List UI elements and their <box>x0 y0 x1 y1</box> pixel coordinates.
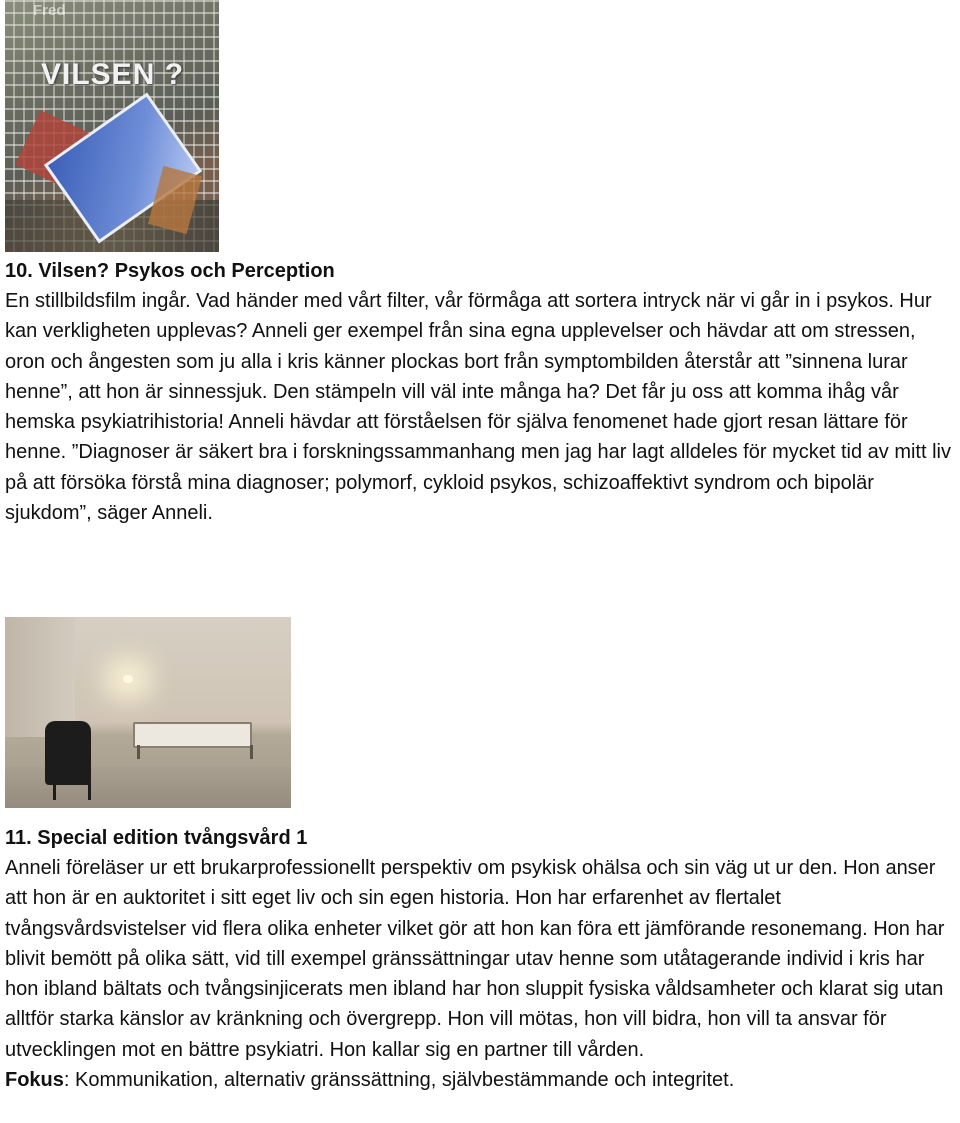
lamp-icon <box>123 675 133 683</box>
artwork-logo: Fred <box>33 2 66 19</box>
vilsen-artwork-image <box>5 0 219 252</box>
section-body: Anneli föreläser ur ett brukarprofessionellt perspektiv om psykisk ohälsa och sin väg ut ur den. Hon anser att hon är en auktoritet i sitt eget liv och sin egen historia. Hon har erfarenhet av flertalet tvångsvårdsvistelser vid flera olika enheter vilket gör att hon kan föra ett jämförande resonemang. Hon har blivit bemött på olika sätt, vid till exempel gränssättningar utav henne som utåtagerande individ i kris har hon ibland bältats och tvångsinjicerats men ibland har hon sluppit fysiska våldsamheter och klarat sig utan alltför starka känslor av kränkning och övergrepp. Hon vill mötas, hon vill bidra, hon vill ta ansvar för utvecklingen mot en bättre psykiatri. Hon kallar sig en partner till vården. <box>5 857 945 1061</box>
artwork-caption: VILSEN ? <box>41 58 185 91</box>
section-body: En stillbildsfilm ingår. Vad händer med vårt filter, vår förmåga att sortera intryck när vi går in i psykos. Hur kan verkligheten upplevas? Anneli ger exempel från sina egna upplevelser och hävdar att om stressen, oron och ångesten som ju alla i kris känner plockas bort från symptombilden återstår att ”sinnena lurar henne”, att hon är sinnessjuk. Den stämpeln vill väl inte många ha? Det får ju oss att komma ihåg vår hemska psykiatrihistoria! Anneli hävdar att förståelsen för själva fenomenet hade gjort resan lättare för henne. ”Diagnoser är säkert bra i forskningssammanhang men jag har lagt alldeles för mycket tid av mitt liv på att försöka förstå mina diagnoser; polymorf, cykloid psykos, schizoaffektivt syndrom och bipolär sjukdom”, säger Anneli. <box>5 290 951 525</box>
hospital-room-image <box>5 617 291 808</box>
section-title: 11. Special edition tvångsvård 1 <box>5 827 308 849</box>
fokus-label: Fokus <box>5 1069 64 1092</box>
fokus-text: : Kommunikation, alternativ gränssättning, självbestämmande och integritet. <box>63 1069 735 1092</box>
section-special-edition <box>5 823 957 1095</box>
chair-icon <box>45 721 91 785</box>
section-vilsen <box>5 256 957 528</box>
section-title: 10. Vilsen? Psykos och Perception <box>5 260 335 282</box>
fokus-line <box>5 1065 957 1095</box>
